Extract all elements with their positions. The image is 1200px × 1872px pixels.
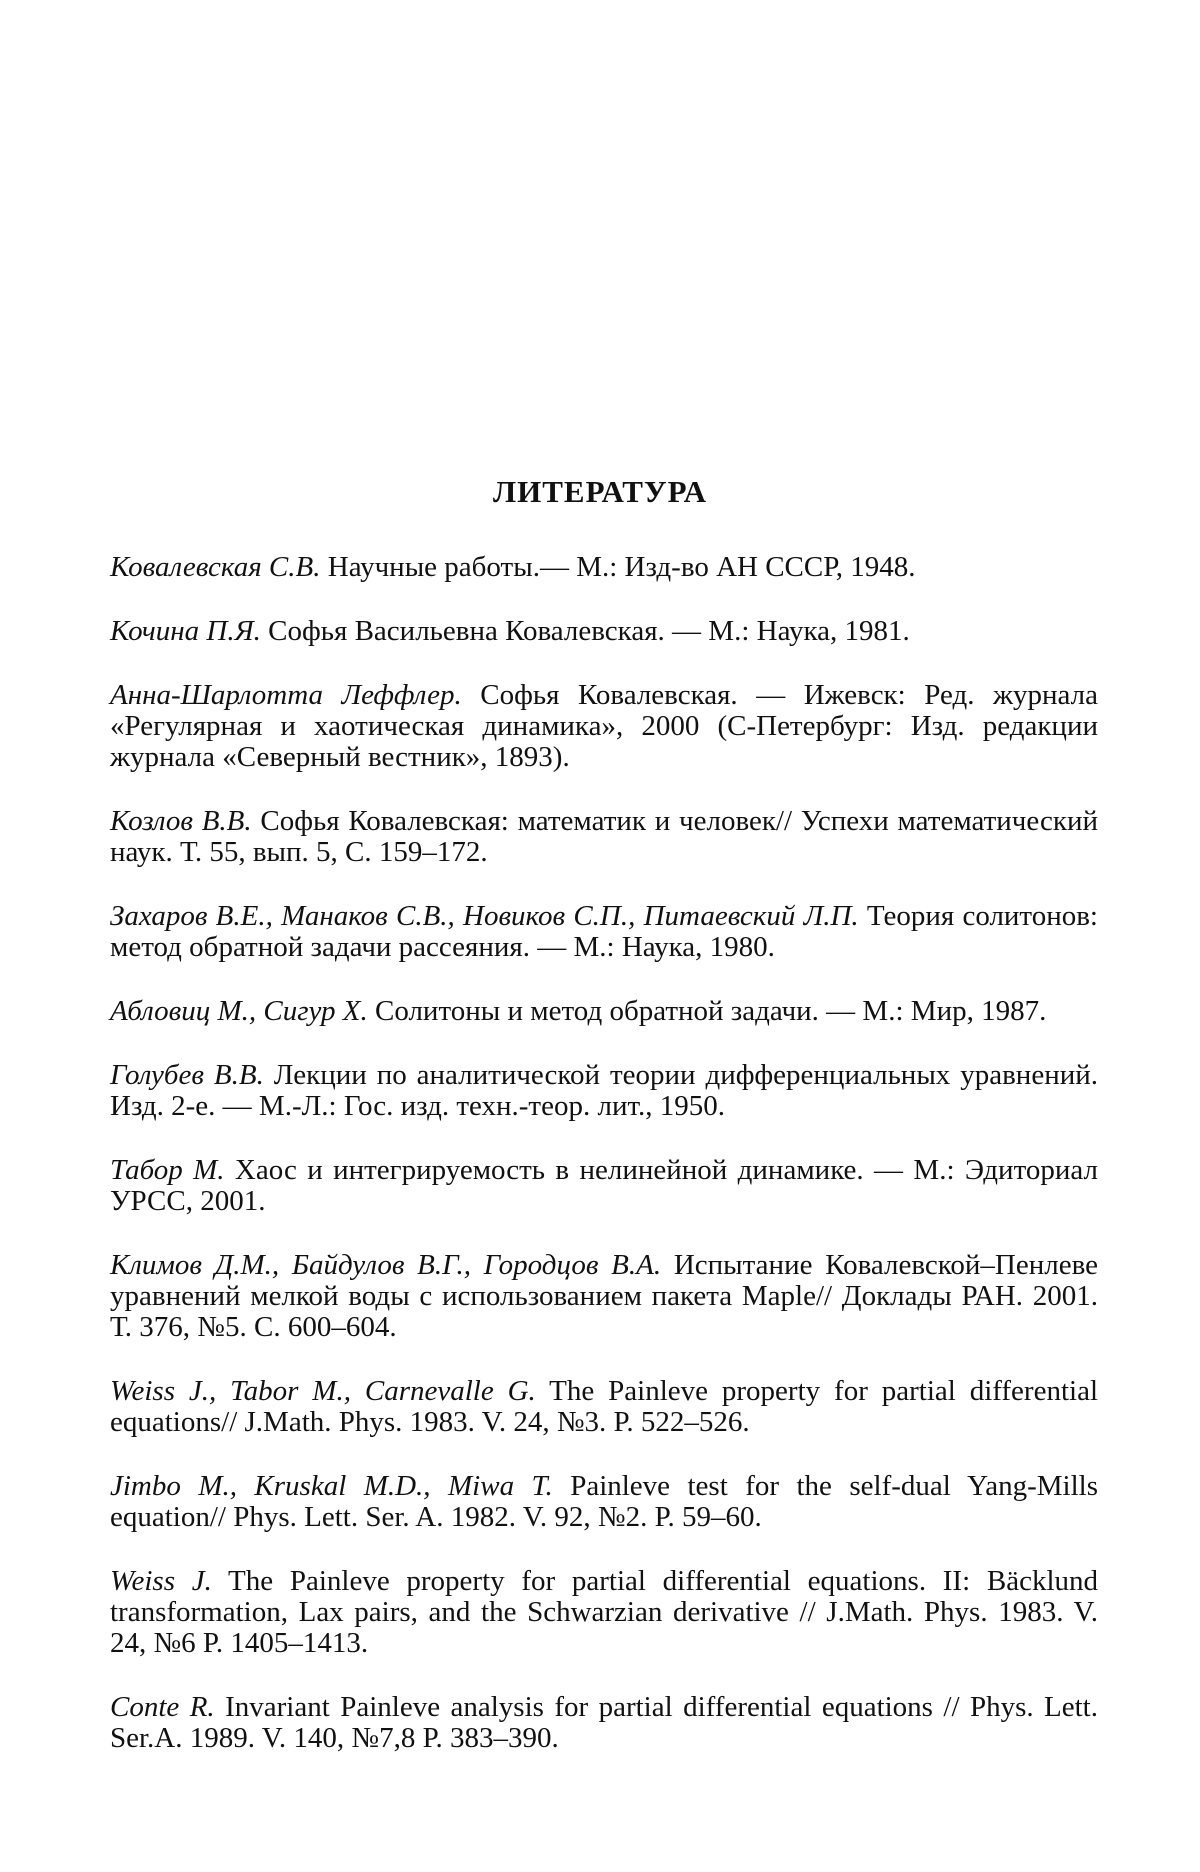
reference-item [110, 1566, 1098, 1659]
reference-item [110, 1692, 1098, 1754]
reference-authors: Jimbo M., Kruskal M.D., Miwa T. [110, 1470, 553, 1502]
page-heading: ЛИТЕРАТУРА [493, 474, 707, 509]
reference-text: Научные работы.— М.: Изд-во АН СССР, 1948. [320, 551, 916, 583]
reference-text: Хаос и интегрируемость в нелинейной динамике. — М.: Эдиториал УРСС, 2001. [110, 1154, 1098, 1217]
reference-authors: Weiss J. [110, 1565, 212, 1597]
reference-text: The Painleve property for partial differential equations. II: Bäcklund transformation, Lax pairs, and the Schwarzian derivative // J.Math. Phys. 1983. V. 24, №6 P. 1405–1413. [110, 1565, 1099, 1659]
reference-item [110, 1376, 1098, 1438]
reference-authors: Козлов В.В. [110, 805, 252, 837]
reference-authors: Табор М. [110, 1154, 225, 1186]
reference-authors: Климов Д.М., Байдулов В.Г., Городцов В.А. [110, 1249, 662, 1281]
reference-authors: Захаров В.Е., Манаков С.В., Новиков С.П., Питаевский Л.П. [110, 900, 859, 932]
reference-text: Софья Васильевна Ковалевская. — М.: Наука, 1981. [260, 615, 910, 647]
reference-authors: Голубев В.В. [110, 1059, 264, 1091]
reference-authors: Кочина П.Я. [110, 615, 261, 647]
reference-authors: Conte R. [110, 1691, 215, 1723]
reference-text: Софья Ковалевская. — Ижевск: Ред. журнала «Регулярная и хаотическая динамика», 2000 (С-Петербург: Изд. редакции журнала «Северный вестник», 1893). [110, 679, 1098, 773]
reference-text: Теория солитонов: метод обратной задачи рассеяния. — М.: Наука, 1980. [110, 900, 1098, 963]
reference-item [110, 1471, 1098, 1533]
reference-authors: Ковалевская С.В. [110, 551, 321, 583]
reference-text: Софья Ковалевская: математик и человек// Успехи математический наук. Т. 55, вып. 5, С. 159–172. [110, 805, 1098, 868]
reference-text: Испытание Ковалевской–Пенлеве уравнений мелкой воды с использованием пакета Maple// Доклады РАН. 2001. Т. 376, №5. С. 600–604. [110, 1249, 1098, 1343]
reference-text: Лекции по аналитической теории дифференциальных уравнений. Изд. 2-е. — М.-Л.: Гос. изд. техн.-теор. лит., 1950. [110, 1059, 1099, 1122]
reference-item [110, 680, 1098, 773]
reference-authors: Анна-Шарлотта Леффлер. [110, 679, 462, 711]
reference-authors: Абловиц М., Сигур Х. [110, 995, 368, 1027]
reference-item [110, 806, 1098, 868]
reference-text: Invariant Painleve analysis for partial differential equations // Phys. Lett. Ser.A. 1989. V. 140, №7,8 P. 383–390. [110, 1691, 1098, 1754]
reference-authors: Weiss J., Tabor M., Carnevalle G. [110, 1375, 536, 1407]
reference-item [110, 616, 1098, 647]
reference-item [110, 552, 1098, 583]
reference-text: The Painleve property for partial differential equations// J.Math. Phys. 1983. V. 24, №3. P. 522–526. [110, 1375, 1098, 1438]
reference-item [110, 1155, 1098, 1217]
reference-text: Painleve test for the self-dual Yang-Mills equation// Phys. Lett. Ser. A. 1982. V. 92, №2. P. 59–60. [110, 1470, 1098, 1533]
reference-item [110, 996, 1098, 1027]
reference-item [110, 1250, 1098, 1343]
reference-text: Солитоны и метод обратной задачи. — М.: Мир, 1987. [367, 995, 1047, 1027]
reference-item [110, 901, 1098, 963]
reference-list [110, 552, 1098, 1787]
reference-item [110, 1060, 1098, 1122]
